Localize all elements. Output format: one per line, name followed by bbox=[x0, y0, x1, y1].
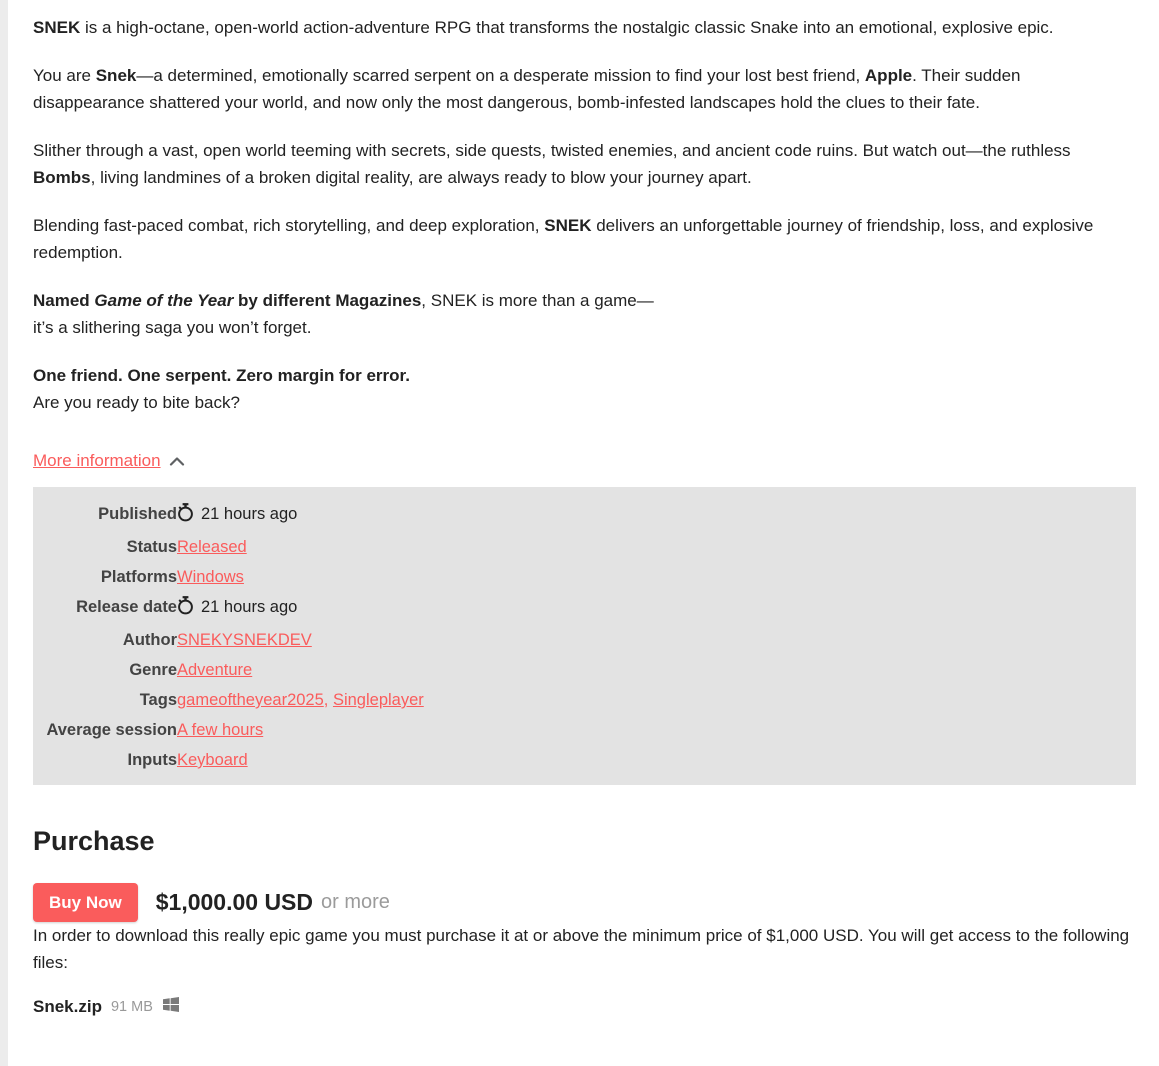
description-paragraph-5: Named Game of the Year by different Magazines, SNEK is more than a game— it’s a slithering saga you won’t forget. bbox=[33, 291, 654, 337]
more-information-link[interactable]: More information bbox=[33, 451, 161, 470]
file-download-link[interactable]: Snek.zip bbox=[33, 997, 102, 1016]
info-value bbox=[177, 655, 1136, 685]
info-row-tags bbox=[33, 685, 1136, 715]
info-value: 21 hours ago bbox=[177, 499, 1136, 532]
game-info-table bbox=[33, 499, 1136, 775]
purchase-heading: Purchase bbox=[33, 826, 155, 856]
inputs-link[interactable]: Keyboard bbox=[177, 751, 248, 769]
file-size-text: 91 MB bbox=[110, 999, 153, 1015]
author-link[interactable]: SNEKYSNEKDEV bbox=[177, 631, 312, 649]
info-value bbox=[177, 715, 1136, 745]
game-info-panel bbox=[33, 487, 1136, 785]
game-title-text: SNEK bbox=[33, 18, 81, 37]
info-row-release-date bbox=[33, 592, 1136, 625]
description-paragraph-3: Slither through a vast, open world teeming with secrets, side quests, twisted enemies, and ancient code ruins. But watch out—the ruthless Bombs, living landmines of a broken digital reality, are always ready to blow your journey apart. bbox=[33, 141, 1071, 187]
chevron-up-icon[interactable] bbox=[169, 447, 185, 474]
price-text: $1,000.00 USD bbox=[155, 889, 314, 915]
average-session-link[interactable]: A few hours bbox=[177, 721, 264, 739]
info-row-genre bbox=[33, 655, 1136, 685]
description-paragraph-1: SNEK is a high-octane, open-world action-adventure RPG that transforms the nostalgic classic Snake into an emotional, explosive epic. bbox=[33, 18, 1054, 37]
info-value: 21 hours ago bbox=[177, 592, 1136, 625]
purchase-note: In order to download this really epic game you must purchase it at or above the minimum price of $1,000 USD. You will get access to the following files: bbox=[33, 926, 1130, 972]
buy-now-button[interactable]: Buy Now bbox=[33, 883, 138, 922]
info-label: Release date bbox=[76, 598, 177, 616]
stopwatch-icon bbox=[177, 595, 194, 625]
info-row-inputs bbox=[33, 745, 1136, 775]
info-value bbox=[177, 745, 1136, 775]
windows-icon bbox=[163, 997, 179, 1017]
status-link[interactable]: Released bbox=[177, 538, 247, 556]
info-label: Inputs bbox=[127, 751, 177, 769]
info-value: gameoftheyear2025, Singleplayer bbox=[177, 691, 424, 709]
tag-link-1[interactable]: gameoftheyear2025 bbox=[177, 691, 324, 709]
game-page-content bbox=[33, 0, 1136, 1017]
info-label: Average session bbox=[46, 721, 177, 739]
info-value bbox=[177, 625, 1136, 655]
info-label: Published bbox=[98, 505, 177, 523]
platform-link[interactable]: Windows bbox=[177, 568, 244, 586]
download-file-row bbox=[33, 997, 1136, 1017]
info-row-author bbox=[33, 625, 1136, 655]
page-left-gutter bbox=[0, 0, 8, 1066]
description-paragraph-2: You are Snek—a determined, emotionally scarred serpent on a desperate mission to find your lost best friend, Apple. Their sudden disappearance shattered your world, and now only the most dangerous, bomb-infested landscapes hold the clues to their fate. bbox=[33, 66, 1021, 112]
info-row-platforms bbox=[33, 562, 1136, 592]
info-row-published bbox=[33, 499, 1136, 532]
info-value bbox=[177, 532, 1136, 562]
genre-link[interactable]: Adventure bbox=[177, 661, 253, 679]
stopwatch-icon bbox=[177, 502, 194, 532]
info-value bbox=[177, 562, 1136, 592]
info-label: Tags bbox=[139, 691, 177, 709]
tag-link-2[interactable]: Singleplayer bbox=[332, 691, 424, 709]
info-row-status bbox=[33, 532, 1136, 562]
info-label: Status bbox=[126, 538, 177, 556]
description-paragraph-6: One friend. One serpent. Zero margin for error. Are you ready to bite back? bbox=[33, 366, 410, 412]
more-information-toggle[interactable] bbox=[33, 447, 1136, 474]
info-row-average-session bbox=[33, 715, 1136, 745]
info-label: Platforms bbox=[100, 568, 177, 586]
purchase-buy-row bbox=[33, 883, 1136, 922]
description-paragraph-4: Blending fast-paced combat, rich storytelling, and deep exploration, SNEK delivers an unforgettable journey of friendship, loss, and explosive redemption. bbox=[33, 216, 1094, 262]
info-label: Author bbox=[122, 631, 177, 649]
or-more-text: or more bbox=[321, 891, 390, 913]
info-label: Genre bbox=[129, 661, 177, 679]
